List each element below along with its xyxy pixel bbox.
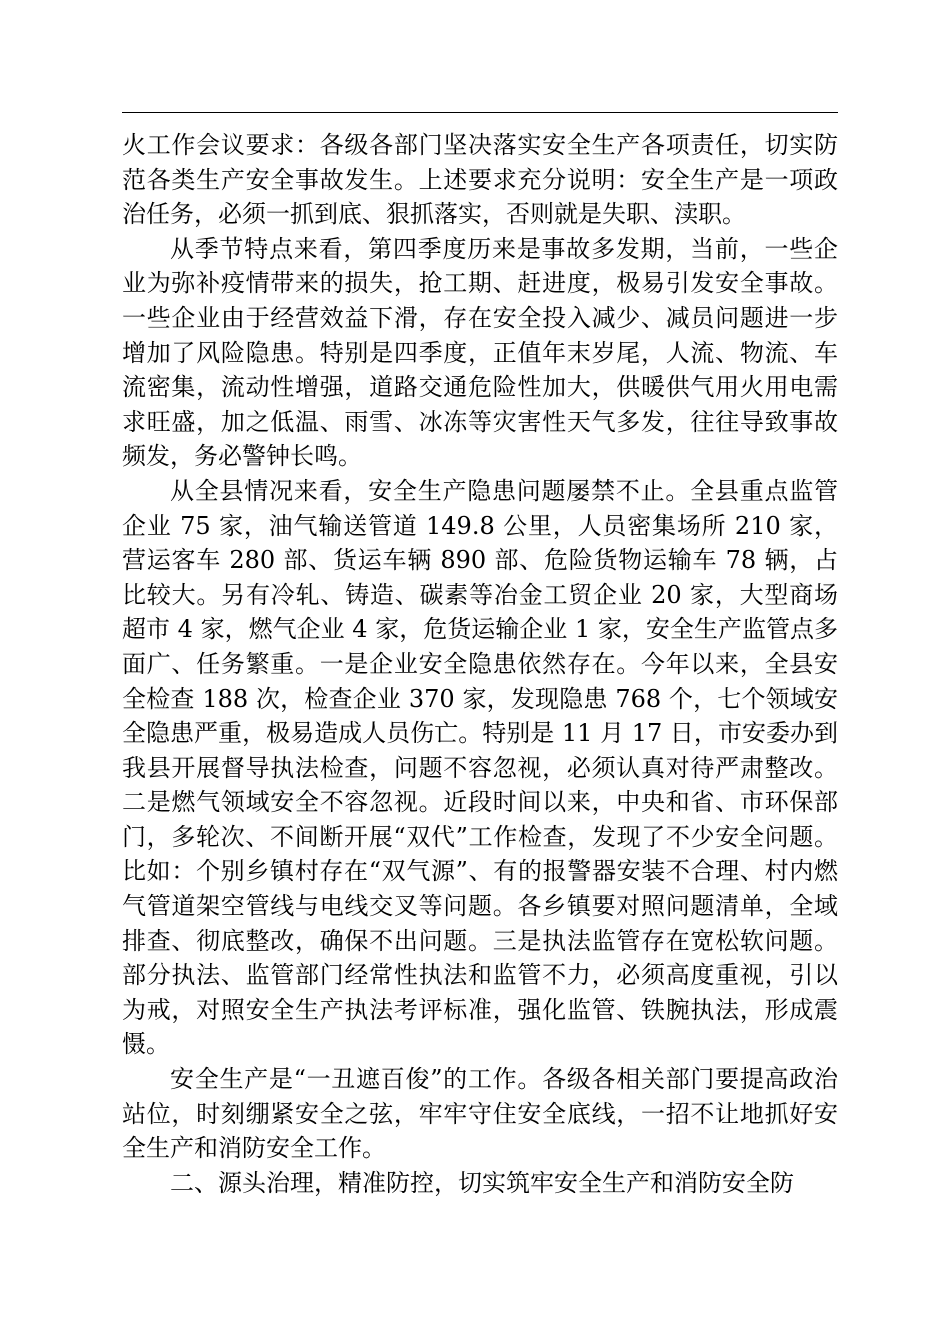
section-heading-source-control: 二、源头治理，精准防控，切实筑牢安全生产和消防安全防	[170, 1168, 794, 1197]
paragraph-continuation: 火工作会议要求：各级各部门坚决落实安全生产各项责任，切实防范各类生产安全事故发生。上述要求充分说明：安全生产是一项政治任务，必须一抓到底、狠抓落实，否则就是失职、渎职。	[122, 131, 838, 229]
paragraph-seasonal-features: 从季节特点来看，第四季度历来是事故多发期，当前，一些企业为弥补疫情带来的损失，抢工期、赶进度，极易引发安全事故。一些企业由于经营效益下滑，存在安全投入减少、减员问题进一步增加了风险隐患。特别是四季度，正值年末岁尾，人流、物流、车流密集，流动性增强，道路交通危险性加大，供暖供气用火用电需求旺盛，加之低温、雨雪、冰冻等灾害性天气多发，往往导致事故频发，务必警钟长鸣。	[122, 234, 838, 471]
header-rule	[122, 112, 838, 113]
paragraph-safety-priority: 安全生产是“一丑遮百俊”的工作。各级各相关部门要提高政治站位，时刻绷紧安全之弦，牢牢守住安全底线，一招不让地抓好安全生产和消防安全工作。	[122, 1065, 838, 1163]
document-body	[122, 128, 838, 1200]
paragraph-county-situation: 从全县情况来看，安全生产隐患问题屡禁不止。全县重点监管企业 75 家，油气输送管道 149.8 公里，人员密集场所 210 家，营运客车 280 部、货运车辆 890 部、危险货物运输车 78 辆，占比较大。另有冷轧、铸造、碳素等冶金工贸企业 20 家，大型商场超市 4 家，燃气企业 4 家，危货运输企业 1 家，安全生产监管点多面广、任务繁重。一是企业安全隐患依然存在。今年以来，全县安全检查 188 次，检查企业 370 家，发现隐患 768 个，七个领域安全隐患严重，极易造成人员伤亡。特别是 11 月 17 日，市安委办到我县开展督导执法检查，问题不容忽视，必须认真对待严肃整改。二是燃气领域安全不容忽视。近段时间以来，中央和省、市环保部门，多轮次、不间断开展“双代”工作检查，发现了不少安全问题。比如：个别乡镇村存在“双气源”、有的报警器安装不合理、村内燃气管道架空管线与电线交叉等问题。各乡镇要对照问题清单，全域排查、彻底整改，确保不出问题。三是执法监管存在宽松软问题。部分执法、监管部门经常性执法和监管不力，必须高度重视，引以为戒，对照安全生产执法考评标准，强化监管、铁腕执法，形成震慑。	[122, 476, 838, 1059]
